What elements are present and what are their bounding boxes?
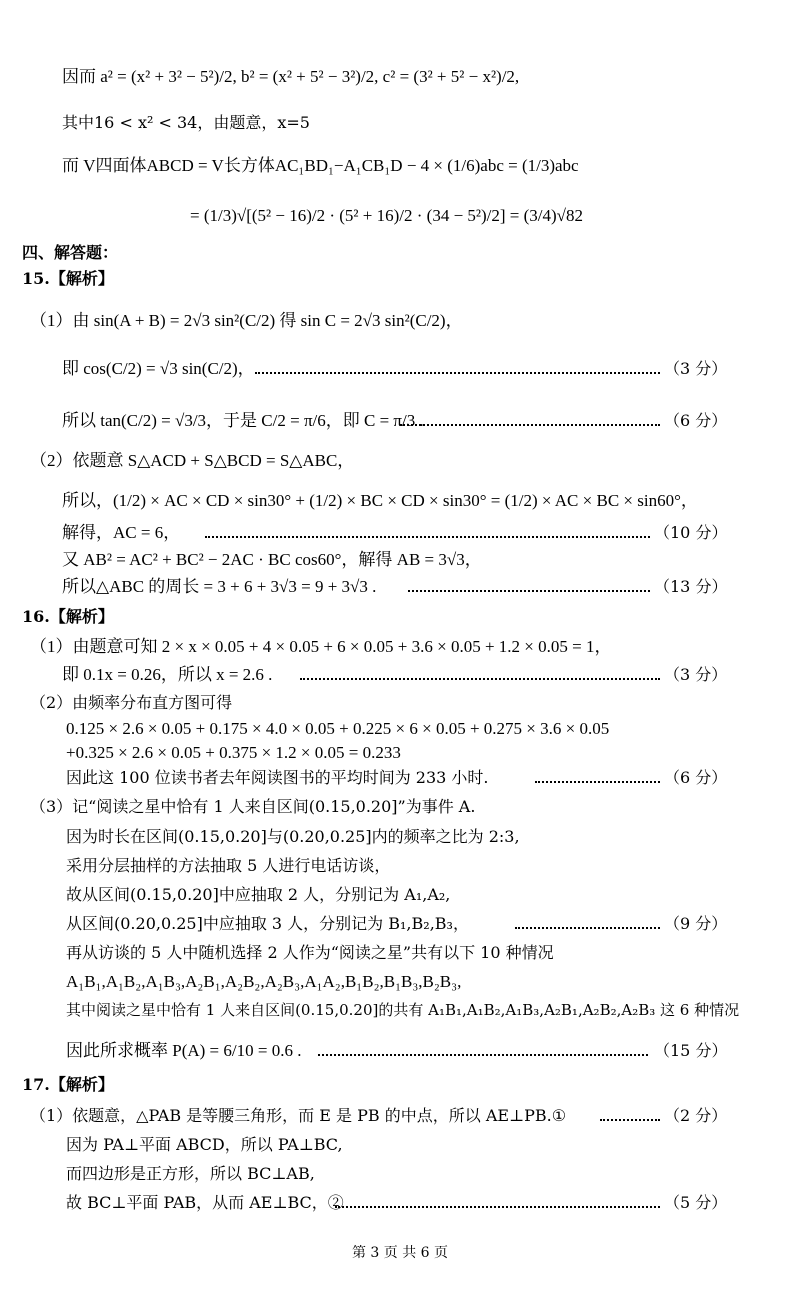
q16-p2-b: 0.125 × 2.6 × 0.05 + 0.175 × 4.0 × 0.05 + 0.225 × 6 × 0.05 + 0.275 × 3.6 × 0.05 [66, 719, 610, 738]
q15-p2-c-points: （10 分） [654, 523, 728, 542]
q17-p1-d: 故 BC⊥平面 PAB，从而 AE⊥BC，② [66, 1193, 344, 1212]
q16-p3-g: A₁B₁,A₁B₂,A₁B₃,A₂B₁,A₂B₂,A₂B₃,A₁A₂,B₁B₂,B₁B₃,B₂B₃, [66, 972, 462, 991]
leader-dots [205, 536, 650, 538]
q17-p1-a: （1）依题意，△PAB 是等腰三角形，而 E 是 PB 的中点，所以 AE⊥PB.① [30, 1106, 567, 1125]
q15-p2-e-points: （13 分） [654, 577, 728, 596]
q15-p2-c: 解得，AC = 6， [62, 523, 181, 542]
q16-p2-d: 因此这 100 位读书者去年阅读图书的平均时间为 233 小时. [66, 768, 489, 787]
q16-p3-b: 因为时长在区间(0.15,0.20]与(0.20,0.25]内的频率之比为 2:3, [66, 827, 520, 846]
q15-p1-b-points: （3 分） [664, 359, 728, 378]
q15-p2-b: 所以，(1/2) × AC × CD × sin30° + (1/2) × BC × CD × sin30° = (1/2) × AC × BC × sin60°， [62, 491, 698, 510]
q15-p2-a: （2）依题意 S△ACD + S△BCD = S△ABC， [30, 451, 355, 470]
leader-dots [515, 927, 660, 929]
leader-dots [335, 1206, 660, 1208]
q16-p3-i: 因此所求概率 P(A) = 6/10 = 0.6 . [66, 1041, 302, 1060]
q16-p2-a: （2）由频率分布直方图可得 [30, 693, 233, 712]
q17-p1-c: 而四边形是正方形，所以 BC⊥AB, [66, 1164, 315, 1183]
q15-title: 15.【解析】 [22, 269, 114, 288]
leader-dots [300, 678, 660, 680]
leader-dots [408, 590, 650, 592]
q16-p2-d-points: （6 分） [664, 768, 728, 787]
leader-dots [255, 372, 660, 374]
q16-p3-a: （3）记“阅读之星中恰有 1 人来自区间(0.15,0.20]”为事件 A. [30, 797, 476, 816]
q15-p1-b: 即 cos(C/2) = √3 sin(C/2)， [62, 359, 255, 378]
q16-p2-c: +0.325 × 2.6 × 0.05 + 0.375 × 1.2 × 0.05 = 0.233 [66, 743, 401, 762]
q16-p1-b-points: （3 分） [664, 665, 728, 684]
q16-p3-e-points: （9 分） [664, 914, 728, 933]
continuation-line-4: = (1/3)√[(5² − 16)/2 · (5² + 16)/2 · (34 − 5²)/2] = (3/4)√82 [190, 206, 584, 225]
q16-p1-a: （1）由题意可知 2 × x × 0.05 + 4 × 0.05 + 6 × 0.05 + 3.6 × 0.05 + 1.2 × 0.05 = 1， [30, 637, 612, 656]
q16-p3-c: 采用分层抽样的方法抽取 5 人进行电话访谈， [66, 856, 391, 875]
q16-p3-i-points: （15 分） [654, 1041, 728, 1060]
page-footer: 第 3 页 共 6 页 [351, 1245, 449, 1261]
q15-p1-c-points: （6 分） [664, 411, 728, 430]
q17-p1-b: 因为 PA⊥平面 ABCD，所以 PA⊥BC, [66, 1135, 343, 1154]
q16-p3-e: 从区间(0.20,0.25]中应抽取 3 人，分别记为 B₁,B₂,B₃， [66, 914, 469, 933]
continuation-line-1: 因而 a² = (x² + 3² − 5²)/2, b² = (x² + 5² − 3²)/2, c² = (3² + 5² − x²)/2, [62, 67, 520, 86]
q16-p1-b: 即 0.1x = 0.26，所以 x = 2.6 . [62, 665, 273, 684]
q16-p3-h: 其中阅读之星中恰有 1 人来自区间(0.15,0.20]的共有 A₁B₁,A₁B₂,A₁B₃,A₂B₁,A₂B₂,A₂B₃ 这 6 种情况 [66, 1001, 740, 1019]
q16-p3-d: 故从区间(0.15,0.20]中应抽取 2 人，分别记为 A₁,A₂, [66, 885, 451, 904]
q16-title: 16.【解析】 [22, 607, 114, 626]
q17-title: 17.【解析】 [22, 1075, 114, 1094]
q17-p1-a-points: （2 分） [664, 1106, 728, 1125]
leader-dots [318, 1054, 648, 1056]
q15-p1-c: 所以 tan(C/2) = √3/3，于是 C/2 = π/6，即 C = π/3 . [62, 411, 424, 430]
continuation-line-3: 而 V四面体ABCD = V长方体AC₁BD₁−A₁CB₁D − 4 × (1/6)abc = (1/3)abc [62, 156, 579, 175]
q16-p3-f: 再从访谈的 5 人中随机选择 2 人作为“阅读之星”共有以下 10 种情况 [66, 943, 554, 962]
leader-dots [535, 781, 660, 783]
q15-p1-a: （1）由 sin(A + B) = 2√3 sin²(C/2) 得 sin C = 2√3 sin²(C/2)， [30, 311, 463, 330]
section-title: 四、解答题： [22, 243, 119, 262]
continuation-line-2: 其中16 < x² < 34，由题意，x=5 [62, 113, 310, 132]
q15-p2-e: 所以△ABC 的周长 = 3 + 6 + 3√3 = 9 + 3√3 . [62, 577, 377, 596]
leader-dots [600, 1119, 660, 1121]
q17-p1-d-points: （5 分） [664, 1193, 728, 1212]
leader-dots [400, 424, 660, 426]
q15-p2-d: 又 AB² = AC² + BC² − 2AC · BC cos60°，解得 AB = 3√3， [62, 550, 482, 569]
